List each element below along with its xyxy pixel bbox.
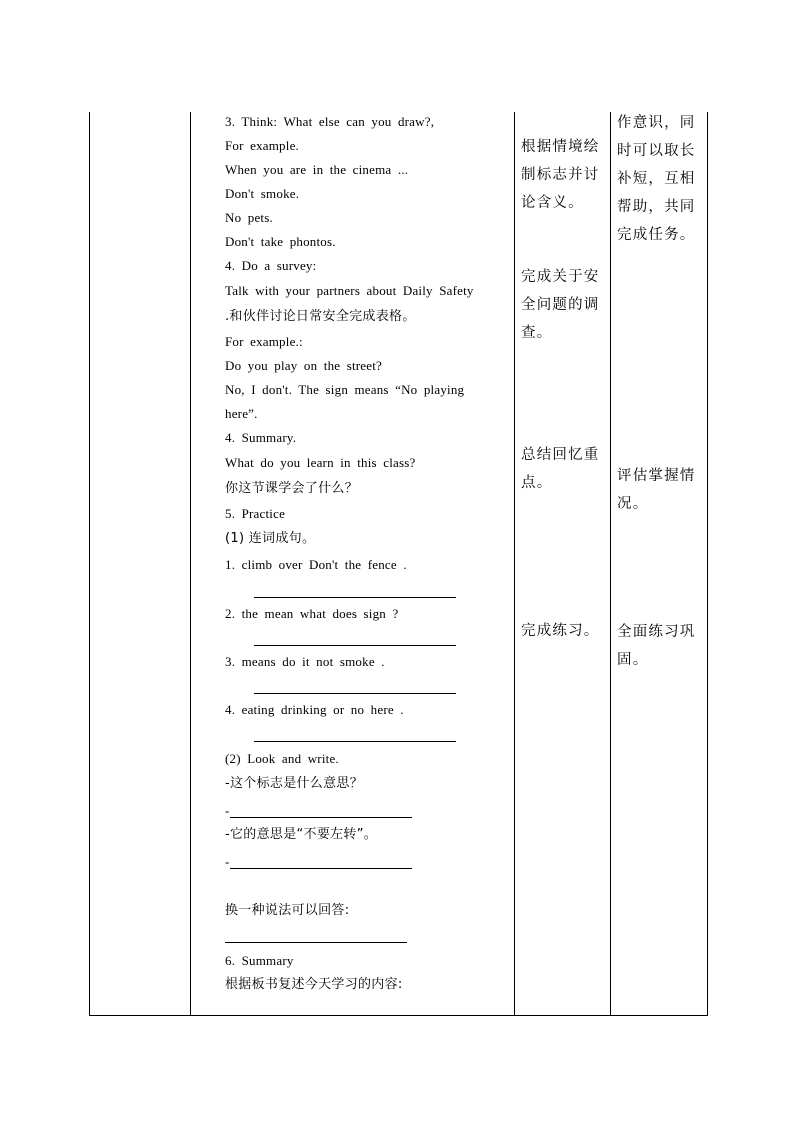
dash-2: - [225,854,230,869]
summary-cn-question: 你这节课学会了什么？ [225,481,359,496]
table-divider-3 [610,112,611,1016]
design-intent-3-line: 固。 [617,652,649,668]
answer-blank-4[interactable] [254,741,456,742]
table-border-left [89,112,90,1016]
exercise-4: 4. eating drinking or no here . [225,702,404,717]
design-intent-1-line: 帮助，共同 [617,199,696,215]
survey-title: 4. Do a survey: [225,258,317,273]
design-intent-1 [617,109,705,249]
survey-answer-line-2: here”. [225,406,258,421]
dont-smoke-line: Don't smoke. [225,186,300,201]
summary6-title: 6. Summary [225,953,294,968]
survey-for-example: For example.: [225,334,303,349]
no-left-turn-answer: -它的意思是“不要左转”。 [225,827,378,842]
practice-title: 5. Practice [225,506,286,521]
dash-1: - [225,803,230,818]
practice-sub1: (1) 连词成句。 [225,531,316,546]
student-activity-1-line: 论含义。 [521,195,584,211]
survey-talk-line: Talk with your partners about Daily Safety [225,283,474,298]
exercise-2: 2. the mean what does sign ? [225,606,399,621]
design-intent-1-line: 作意识，同 [617,115,696,131]
table-border-right [707,112,708,1016]
answer-blank-3[interactable] [254,693,456,694]
think-title: 3. Think: What else can you draw?, [225,114,435,129]
student-activity-1 [521,133,607,217]
survey-question: Do you play on the street? [225,358,383,373]
student-activity-2-line: 全问题的调 [521,297,600,313]
student-activity-2-line: 完成关于安 [521,269,600,285]
design-intent-1-line: 补短，互相 [617,171,696,187]
table-divider-2 [514,112,515,1016]
student-activity-4 [521,617,607,645]
no-pets-line: No pets. [225,210,273,225]
answer-blank-6[interactable] [230,868,412,869]
design-intent-3 [617,618,705,674]
design-intent-2-line: 况。 [617,496,649,512]
student-activity-3-line: 总结回忆重 [521,447,600,463]
survey-cn-line: .和伙伴讨论日常安全完成表格。 [225,309,416,324]
student-activity-4-line: 完成练习。 [521,623,600,639]
answer-blank-2[interactable] [254,645,456,646]
summary-question: What do you learn in this class? [225,455,416,470]
summary6-cn: 根据板书复述今天学习的内容: [225,977,403,992]
student-activity-3 [521,441,607,497]
exercise-1: 1. climb over Don't the fence . [225,557,407,572]
design-intent-2-line: 评估掌握情 [617,468,696,484]
design-intent-3-line: 全面练习巩 [617,624,696,640]
student-activity-2 [521,263,607,347]
for-example-label: For example. [225,138,299,153]
practice-sub2: (2) Look and write. [225,751,339,766]
answer-blank-1[interactable] [254,597,456,598]
student-activity-3-line: 点。 [521,475,553,491]
table-divider-1 [190,112,191,1016]
cinema-line: When you are in the cinema ... [225,162,409,177]
design-intent-1-line: 完成任务。 [617,227,696,243]
answer-blank-7[interactable] [225,942,407,943]
student-activity-1-line: 制标志并讨 [521,167,600,183]
student-activity-2-line: 查。 [521,325,553,341]
exercise-3: 3. means do it not smoke . [225,654,385,669]
answer-blank-5[interactable] [230,817,412,818]
summary-title: 4. Summary. [225,430,297,445]
student-activity-1-line: 根据情境绘 [521,139,600,155]
table-bottom-border [89,1015,708,1016]
design-intent-2 [617,462,705,518]
dont-take-photos-line: Don't take phontos. [225,234,336,249]
another-way-line: 换一种说法可以回答: [225,903,350,918]
sign-meaning-question: -这个标志是什么意思？ [225,776,363,791]
survey-answer-line-1: No, I don't. The sign means “No playing [225,382,465,397]
design-intent-1-line: 时可以取长 [617,143,696,159]
